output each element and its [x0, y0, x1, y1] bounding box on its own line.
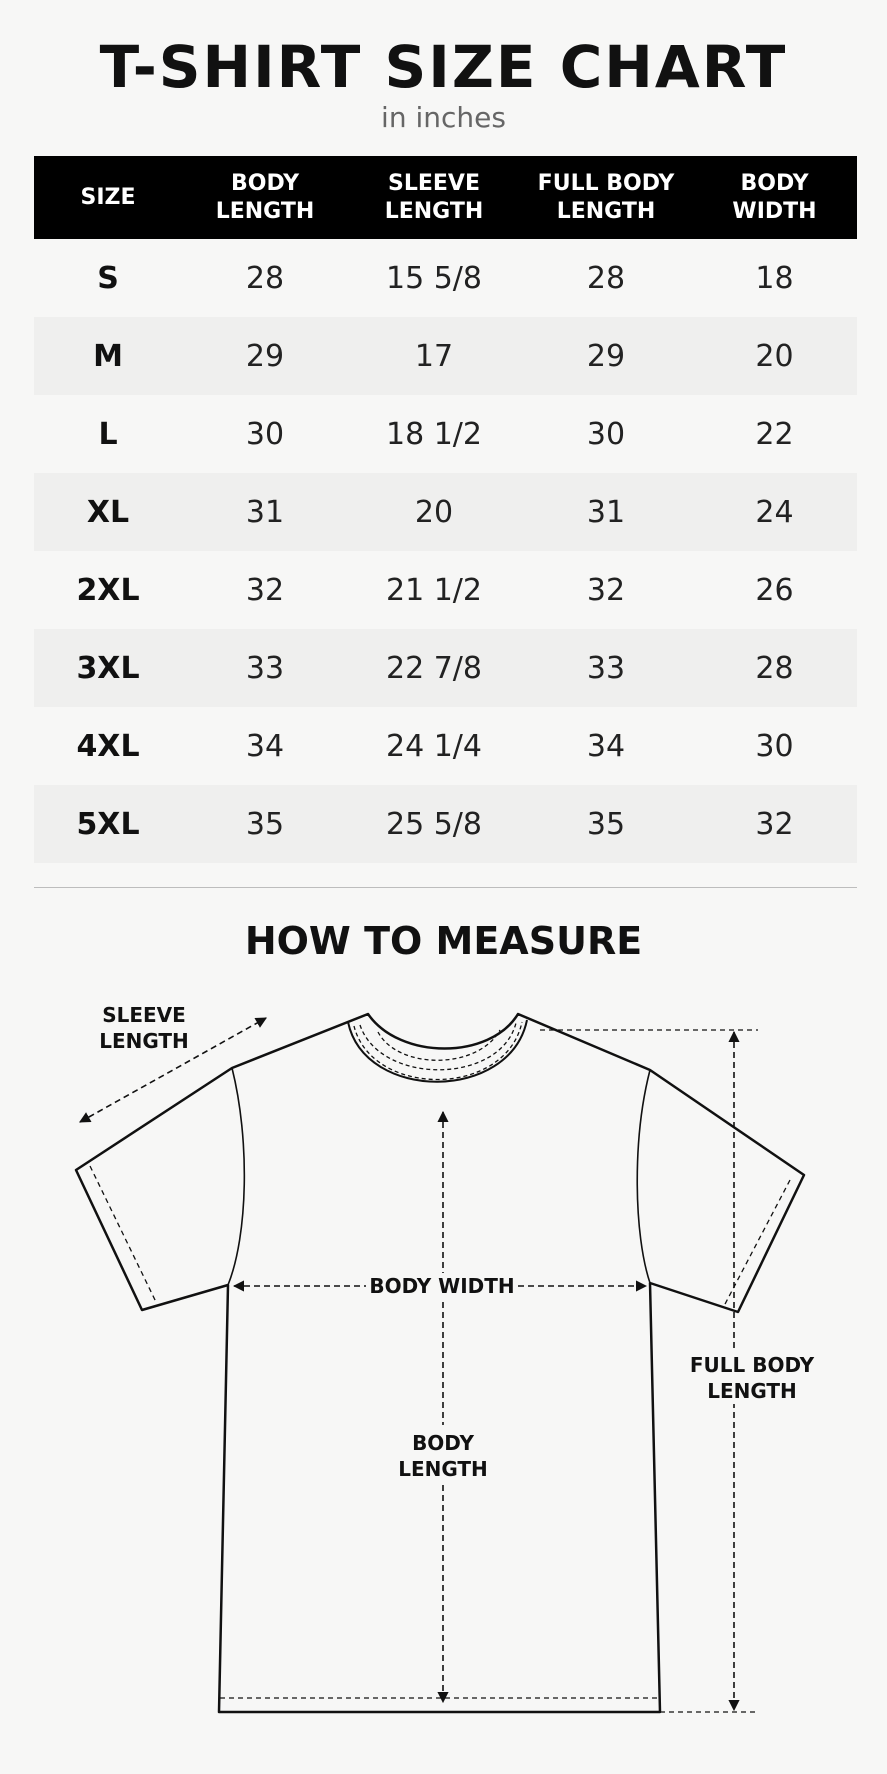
size-cell: 4XL [76, 728, 140, 764]
size-cell: S [97, 260, 119, 296]
full-body-length-cell: 29 [586, 338, 626, 374]
sleeve-length-cell: 15 5/8 [386, 260, 482, 296]
body-width-cell: 20 [755, 338, 794, 374]
sleeve-length-cell: 25 5/8 [386, 806, 482, 842]
sleeve-length-cell: 24 1/4 [386, 728, 482, 764]
body-length-cell: 29 [245, 338, 285, 374]
full-body-length-cell: 30 [586, 416, 626, 452]
page-title: T-SHIRT SIZE CHART [99, 33, 788, 101]
sleeve-length-cell: 22 7/8 [386, 650, 482, 686]
header-body-length: BODY LENGTH [215, 170, 315, 224]
sleeve-length-cell: 21 1/2 [386, 572, 482, 608]
body-width-cell: 22 [755, 416, 794, 452]
size-cell: M [93, 338, 123, 374]
sleeve-length-label: SLEEVE LENGTH [99, 1003, 189, 1053]
body-length-cell: 34 [245, 728, 285, 764]
size-cell: 5XL [76, 806, 140, 842]
size-cell: 3XL [76, 650, 140, 686]
full-body-length-cell: 32 [586, 572, 626, 608]
header-full-body-length: FULL BODY LENGTH [537, 170, 675, 224]
body-width-cell: 32 [755, 806, 794, 842]
page-subtitle: in inches [381, 101, 506, 134]
body-length-cell: 28 [245, 260, 285, 296]
body-width-cell: 18 [755, 260, 794, 296]
full-body-length-label: FULL BODY LENGTH [684, 1352, 820, 1404]
body-width-cell: 26 [755, 572, 794, 608]
how-to-measure-title: HOW TO MEASURE [244, 919, 643, 963]
header-size: SIZE [80, 184, 136, 210]
sleeve-length-cell: 18 1/2 [386, 416, 482, 452]
full-body-length-cell: 35 [586, 806, 626, 842]
body-length-cell: 35 [245, 806, 285, 842]
size-cell: 2XL [76, 572, 140, 608]
full-body-length-cell: 33 [586, 650, 626, 686]
body-length-cell: 32 [245, 572, 285, 608]
body-length-cell: 31 [245, 494, 285, 530]
body-length-label: BODY LENGTH [393, 1430, 493, 1482]
full-body-length-cell: 31 [586, 494, 626, 530]
body-width-cell: 30 [755, 728, 794, 764]
body-width-label: BODY WIDTH [366, 1273, 518, 1299]
full-body-length-cell: 34 [586, 728, 626, 764]
body-width-cell: 24 [755, 494, 794, 530]
body-width-cell: 28 [755, 650, 794, 686]
sleeve-length-cell: 20 [414, 494, 454, 530]
size-cell: XL [86, 494, 130, 530]
header-sleeve-length: SLEEVE LENGTH [384, 170, 484, 224]
body-length-cell: 30 [245, 416, 285, 452]
size-cell: L [98, 416, 118, 452]
header-body-width: BODY WIDTH [732, 170, 817, 224]
sleeve-length-cell: 17 [414, 338, 454, 374]
body-length-cell: 33 [245, 650, 285, 686]
full-body-length-cell: 28 [586, 260, 626, 296]
